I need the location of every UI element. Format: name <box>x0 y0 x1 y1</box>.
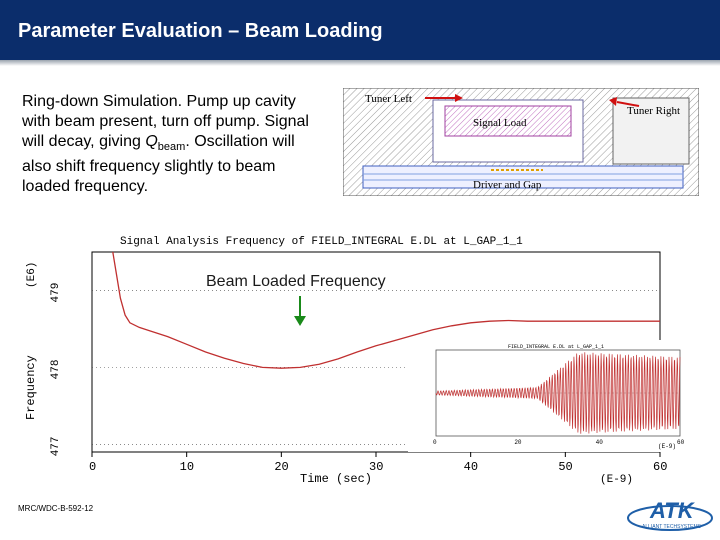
y-tick-label: 478 <box>50 359 62 380</box>
x-tick-label: 0 <box>89 460 97 474</box>
footer-text: MRC/WDC-B-592-12 <box>18 504 94 513</box>
beam-loaded-annotation: Beam Loaded Frequency <box>206 273 386 290</box>
x-tick-label: 60 <box>653 460 668 474</box>
x-ticks <box>89 452 667 474</box>
inset-x-ticks <box>433 439 685 446</box>
q-subscript: beam <box>157 141 186 154</box>
x-tick-label: 50 <box>558 460 573 474</box>
title-bar <box>0 0 720 60</box>
y-axis-label: Frequency <box>24 355 38 420</box>
inset-x-tick-label: 40 <box>595 439 603 446</box>
title-shadow <box>0 60 720 66</box>
logo-tagline: ALLIANT TECHSYSTEMS <box>642 524 701 530</box>
tuner-left-label: Tuner Left <box>365 93 412 105</box>
logo-text: ATK <box>650 498 694 523</box>
signal-load-label: Signal Load <box>473 117 527 129</box>
body-text <box>22 92 322 197</box>
x-tick-label: 30 <box>369 460 384 474</box>
cavity-diagram <box>343 88 699 196</box>
driver-gap-label: Driver and Gap <box>473 179 542 191</box>
chart-title: Signal Analysis Frequency of FIELD_INTEGRAL E.DL at L_GAP_1_1 <box>120 236 523 248</box>
inset-oscillation-chart <box>408 340 686 452</box>
x-unit-label: (E-9) <box>600 474 634 486</box>
q-symbol: Q <box>145 133 158 150</box>
inset-x-tick-label: 0 <box>433 439 437 446</box>
inset-unit: (E-9) <box>658 443 677 450</box>
slide-title: Parameter Evaluation – Beam Loading <box>18 20 383 42</box>
y-unit-label: (E6) <box>26 261 38 288</box>
inset-title: FIELD_INTEGRAL E.DL at L_GAP_1_1 <box>508 344 605 350</box>
tuner-right-label: Tuner Right <box>627 105 681 117</box>
y-ticks <box>50 283 62 457</box>
body-text-part1: Ring-down Simulation. Pump up cavity with beam present, turn off pump. Signal will decay, giving <box>22 93 309 150</box>
inset-x-tick-label: 20 <box>514 439 522 446</box>
y-tick-label: 479 <box>50 282 62 303</box>
atk-logo <box>616 488 716 536</box>
inset-x-tick-label: 60 <box>677 439 685 446</box>
x-tick-label: 40 <box>463 460 479 474</box>
x-tick-label: 10 <box>179 460 195 474</box>
x-tick-label: 20 <box>274 460 289 474</box>
body-text-part2: . Oscillation will also shift frequency slightly to beam loaded frequency. <box>22 133 295 196</box>
x-axis-label: Time (sec) <box>300 472 373 486</box>
y-tick-label: 477 <box>50 436 62 457</box>
